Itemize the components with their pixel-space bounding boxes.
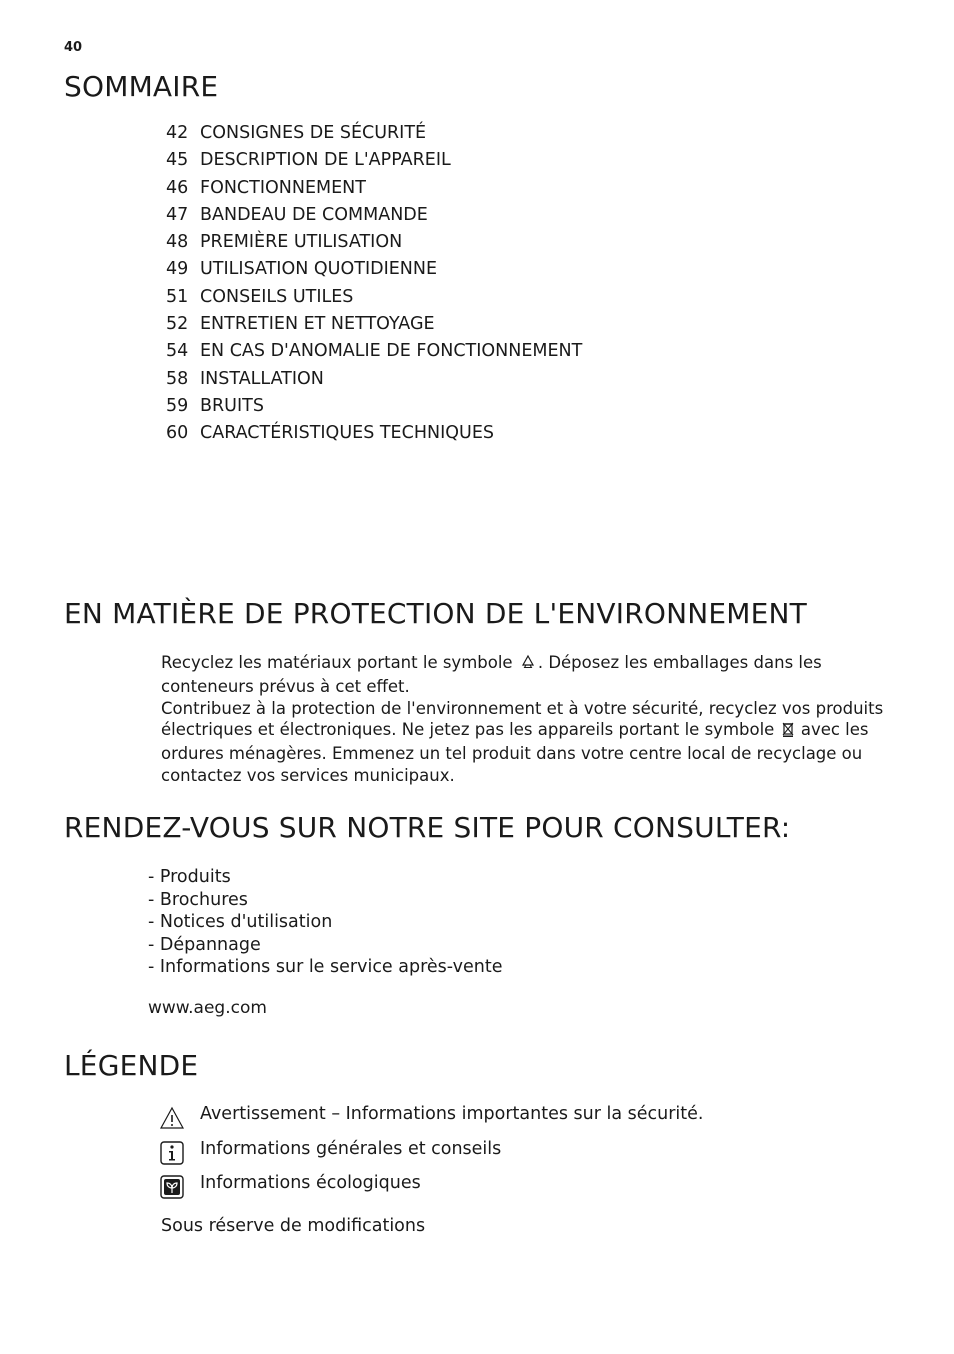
toc-entry[interactable] bbox=[166, 422, 582, 449]
toc-entry[interactable] bbox=[166, 286, 582, 313]
toc-page: 51 bbox=[166, 286, 189, 307]
toc-entry[interactable] bbox=[166, 122, 582, 149]
toc-entry[interactable] bbox=[166, 368, 582, 395]
env-line4a: électriques et électroniques. Ne jetez pas les appareils portant le symbole bbox=[161, 720, 775, 740]
website-link[interactable]: www.aeg.com bbox=[148, 998, 267, 1018]
page-number: 40 bbox=[64, 40, 83, 55]
table-of-contents bbox=[166, 122, 582, 450]
legend-text: Informations générales et conseils bbox=[200, 1139, 502, 1159]
legend-text: Informations écologiques bbox=[200, 1173, 421, 1193]
toc-title: UTILISATION QUOTIDIENNE bbox=[200, 259, 438, 280]
toc-entry[interactable] bbox=[166, 340, 582, 367]
ecology-icon bbox=[160, 1175, 184, 1199]
toc-entry[interactable] bbox=[166, 149, 582, 176]
environment-title: EN MATIÈRE DE PROTECTION DE L'ENVIRONNEMENT bbox=[64, 597, 807, 630]
toc-entry[interactable] bbox=[166, 204, 582, 231]
footer-note: Sous réserve de modifications bbox=[161, 1216, 426, 1236]
list-item: - Brochures bbox=[148, 889, 248, 910]
toc-title: BANDEAU DE COMMANDE bbox=[200, 204, 428, 225]
toc-page: 59 bbox=[166, 395, 189, 416]
sommaire-title: SOMMAIRE bbox=[64, 70, 219, 103]
toc-entry[interactable] bbox=[166, 258, 582, 285]
toc-page: 60 bbox=[166, 423, 189, 444]
toc-entry[interactable] bbox=[166, 177, 582, 204]
legend-text: Avertissement – Informations importantes sur la sécurité. bbox=[200, 1104, 704, 1124]
list-item: - Notices d'utilisation bbox=[148, 912, 333, 933]
list-item: - Informations sur le service après-vente bbox=[148, 957, 503, 978]
env-line5: ordures ménagères. Emmenez un tel produit dans votre centre local de recyclage ou bbox=[161, 744, 863, 764]
env-line1a: Recyclez les matériaux portant le symbole bbox=[161, 653, 513, 672]
toc-entry[interactable] bbox=[166, 395, 582, 422]
list-item: - Dépannage bbox=[148, 934, 261, 955]
env-line2: conteneurs prévus à cet effet. bbox=[161, 676, 410, 696]
toc-page: 52 bbox=[166, 314, 189, 335]
toc-page: 45 bbox=[166, 150, 189, 171]
recycle-icon bbox=[520, 654, 536, 676]
website-title: RENDEZ-VOUS SUR NOTRE SITE POUR CONSULTER: bbox=[64, 811, 791, 844]
toc-title: PREMIÈRE UTILISATION bbox=[200, 232, 403, 253]
env-line4b: avec les bbox=[800, 720, 869, 740]
toc-title: EN CAS D'ANOMALIE DE FONCTIONNEMENT bbox=[200, 341, 583, 362]
toc-page: 48 bbox=[166, 232, 189, 253]
legende-title: LÉGENDE bbox=[64, 1049, 199, 1082]
toc-entry[interactable] bbox=[166, 313, 582, 340]
toc-page: 49 bbox=[166, 259, 189, 280]
toc-title: CONSIGNES DE SÉCURITÉ bbox=[200, 123, 427, 143]
toc-page: 47 bbox=[166, 204, 189, 225]
toc-title: INSTALLATION bbox=[200, 368, 324, 389]
toc-page: 54 bbox=[166, 341, 189, 362]
crossed-bin-icon bbox=[782, 721, 794, 743]
env-line1b: . Déposez les emballages dans les bbox=[537, 653, 822, 672]
toc-title: CONSEILS UTILES bbox=[200, 286, 354, 307]
toc-title: DESCRIPTION DE L'APPAREIL bbox=[200, 150, 451, 171]
toc-page: 42 bbox=[166, 123, 189, 143]
toc-entry[interactable] bbox=[166, 231, 582, 258]
environment-paragraph bbox=[161, 652, 891, 787]
toc-title: FONCTIONNEMENT bbox=[200, 177, 366, 198]
env-line6: contactez vos services municipaux. bbox=[161, 765, 455, 785]
warning-triangle-icon bbox=[160, 1106, 184, 1130]
toc-title: BRUITS bbox=[200, 395, 264, 416]
info-icon bbox=[160, 1141, 184, 1165]
env-line3: Contribuez à la protection de l'environnement et à votre sécurité, recyclez vos produits bbox=[161, 698, 884, 718]
list-item: - Produits bbox=[148, 867, 231, 887]
toc-title: CARACTÉRISTIQUES TECHNIQUES bbox=[200, 423, 494, 444]
toc-page: 58 bbox=[166, 368, 189, 389]
toc-page: 46 bbox=[166, 177, 189, 198]
toc-title: ENTRETIEN ET NETTOYAGE bbox=[200, 314, 435, 335]
website-list bbox=[148, 866, 502, 979]
